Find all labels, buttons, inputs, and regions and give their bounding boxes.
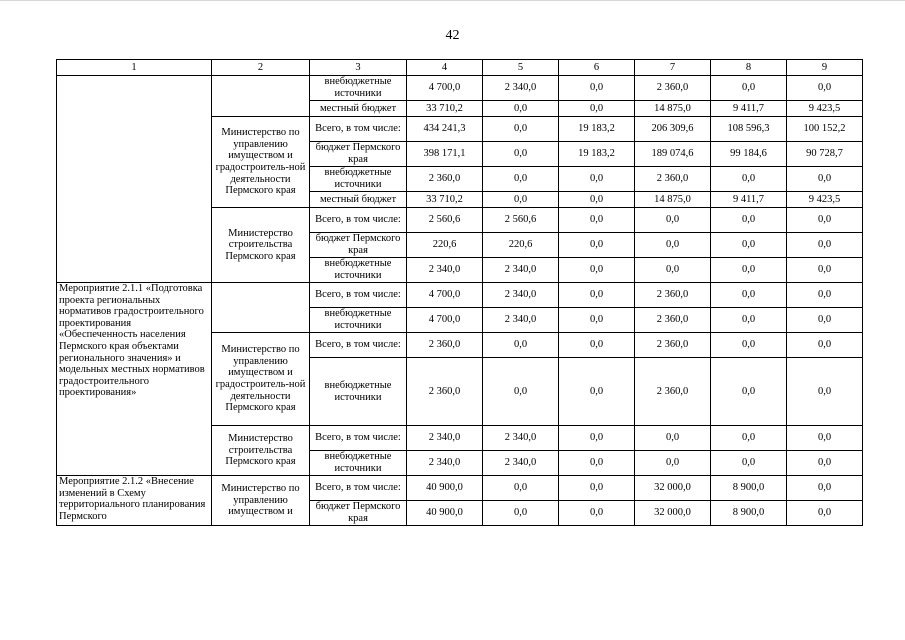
event-cell: Мероприятие 2.1.2 «Внесение изменений в Схему территориального планирования Пермского bbox=[57, 476, 212, 526]
value-cell: 0,0 bbox=[711, 167, 787, 192]
value-cell: 8 900,0 bbox=[711, 501, 787, 526]
value-cell: 206 309,6 bbox=[635, 117, 711, 142]
value-cell: 2 360,0 bbox=[635, 167, 711, 192]
value-cell: 0,0 bbox=[787, 167, 863, 192]
executor-cell: Министерство строительства Пермского края bbox=[212, 426, 310, 476]
value-cell: 2 340,0 bbox=[483, 451, 559, 476]
value-cell: 2 340,0 bbox=[483, 308, 559, 333]
value-cell: 189 074,6 bbox=[635, 142, 711, 167]
value-cell: 100 152,2 bbox=[787, 117, 863, 142]
value-cell: 2 360,0 bbox=[635, 283, 711, 308]
value-cell: 0,0 bbox=[483, 142, 559, 167]
value-cell: 398 171,1 bbox=[407, 142, 483, 167]
value-cell: 0,0 bbox=[635, 233, 711, 258]
value-cell: 2 360,0 bbox=[407, 358, 483, 426]
value-cell: 0,0 bbox=[711, 233, 787, 258]
header-row bbox=[57, 60, 863, 76]
value-cell: 4 700,0 bbox=[407, 283, 483, 308]
value-cell: 19 183,2 bbox=[559, 142, 635, 167]
header-cell: 3 bbox=[310, 60, 407, 76]
value-cell: 0,0 bbox=[559, 283, 635, 308]
header-cell: 8 bbox=[711, 60, 787, 76]
value-cell: 0,0 bbox=[711, 308, 787, 333]
value-cell: 0,0 bbox=[635, 258, 711, 283]
value-cell: 32 000,0 bbox=[635, 476, 711, 501]
value-cell: 0,0 bbox=[559, 101, 635, 117]
value-cell: 32 000,0 bbox=[635, 501, 711, 526]
value-cell: 0,0 bbox=[483, 167, 559, 192]
value-cell: 2 360,0 bbox=[635, 308, 711, 333]
value-cell: 2 340,0 bbox=[407, 258, 483, 283]
value-cell: 0,0 bbox=[559, 208, 635, 233]
source-cell: Всего, в том числе: bbox=[310, 476, 407, 501]
value-cell: 0,0 bbox=[787, 233, 863, 258]
header-cell: 7 bbox=[635, 60, 711, 76]
value-cell: 0,0 bbox=[787, 208, 863, 233]
table-row bbox=[57, 283, 863, 308]
value-cell: 2 340,0 bbox=[483, 258, 559, 283]
header-cell: 9 bbox=[787, 60, 863, 76]
value-cell: 2 340,0 bbox=[483, 426, 559, 451]
value-cell: 33 710,2 bbox=[407, 192, 483, 208]
value-cell: 0,0 bbox=[635, 426, 711, 451]
value-cell: 0,0 bbox=[787, 358, 863, 426]
value-cell: 220,6 bbox=[483, 233, 559, 258]
header-cell: 5 bbox=[483, 60, 559, 76]
value-cell: 2 340,0 bbox=[483, 76, 559, 101]
value-cell: 2 360,0 bbox=[635, 333, 711, 358]
value-cell: 0,0 bbox=[711, 76, 787, 101]
value-cell: 14 875,0 bbox=[635, 101, 711, 117]
value-cell: 0,0 bbox=[483, 501, 559, 526]
value-cell: 0,0 bbox=[787, 501, 863, 526]
value-cell: 40 900,0 bbox=[407, 476, 483, 501]
value-cell: 0,0 bbox=[559, 192, 635, 208]
value-cell: 0,0 bbox=[559, 426, 635, 451]
value-cell: 19 183,2 bbox=[559, 117, 635, 142]
source-cell: внебюджетные источники bbox=[310, 308, 407, 333]
value-cell: 0,0 bbox=[711, 283, 787, 308]
value-cell: 14 875,0 bbox=[635, 192, 711, 208]
source-cell: бюджет Пермского края bbox=[310, 142, 407, 167]
value-cell: 9 411,7 bbox=[711, 192, 787, 208]
executor-cell: Министерство по управлению имуществом и градостроитель-ной деятельности Пермского края bbox=[212, 333, 310, 426]
value-cell: 99 184,6 bbox=[711, 142, 787, 167]
executor-cell-empty bbox=[212, 283, 310, 333]
value-cell: 108 596,3 bbox=[711, 117, 787, 142]
value-cell: 2 360,0 bbox=[635, 76, 711, 101]
value-cell: 2 360,0 bbox=[635, 358, 711, 426]
value-cell: 90 728,7 bbox=[787, 142, 863, 167]
source-cell: Всего, в том числе: bbox=[310, 426, 407, 451]
executor-cell-empty bbox=[212, 76, 310, 117]
value-cell: 0,0 bbox=[559, 451, 635, 476]
source-cell: бюджет Пермского края bbox=[310, 233, 407, 258]
value-cell: 0,0 bbox=[711, 258, 787, 283]
source-cell: Всего, в том числе: bbox=[310, 333, 407, 358]
value-cell: 2 560,6 bbox=[407, 208, 483, 233]
value-cell: 2 360,0 bbox=[407, 333, 483, 358]
value-cell: 9 411,7 bbox=[711, 101, 787, 117]
source-cell: Всего, в том числе: bbox=[310, 283, 407, 308]
value-cell: 9 423,5 bbox=[787, 192, 863, 208]
page-number: 42 bbox=[445, 28, 460, 43]
value-cell: 0,0 bbox=[483, 117, 559, 142]
source-cell: внебюджетные источники bbox=[310, 258, 407, 283]
value-cell: 0,0 bbox=[787, 451, 863, 476]
value-cell: 0,0 bbox=[711, 208, 787, 233]
value-cell: 2 340,0 bbox=[407, 451, 483, 476]
source-cell: внебюджетные источники bbox=[310, 167, 407, 192]
value-cell: 0,0 bbox=[635, 451, 711, 476]
value-cell: 0,0 bbox=[483, 358, 559, 426]
header-cell: 4 bbox=[407, 60, 483, 76]
table-row bbox=[57, 76, 863, 101]
value-cell: 220,6 bbox=[407, 233, 483, 258]
source-cell: внебюджетные источники bbox=[310, 451, 407, 476]
source-cell: местный бюджет bbox=[310, 101, 407, 117]
value-cell: 0,0 bbox=[559, 501, 635, 526]
value-cell: 0,0 bbox=[787, 283, 863, 308]
value-cell: 0,0 bbox=[559, 233, 635, 258]
value-cell: 0,0 bbox=[559, 333, 635, 358]
header-cell: 6 bbox=[559, 60, 635, 76]
value-cell: 0,0 bbox=[787, 258, 863, 283]
value-cell: 2 560,6 bbox=[483, 208, 559, 233]
event-cell: Мероприятие 2.1.1 «Подготовка проекта региональных нормативов градостроительного проектирования «Обеспеченность населения Пермского края объектами регионального значения» и модельных местных нормативов градостроительного проектирования» bbox=[57, 283, 212, 476]
page-top-edge bbox=[0, 0, 905, 1]
value-cell: 0,0 bbox=[711, 451, 787, 476]
header-cell: 1 bbox=[57, 60, 212, 76]
executor-cell: Министерство строительства Пермского края bbox=[212, 208, 310, 283]
value-cell: 434 241,3 bbox=[407, 117, 483, 142]
value-cell: 0,0 bbox=[787, 333, 863, 358]
value-cell: 2 340,0 bbox=[483, 283, 559, 308]
source-cell: бюджет Пермского края bbox=[310, 501, 407, 526]
value-cell: 0,0 bbox=[787, 308, 863, 333]
value-cell: 0,0 bbox=[559, 167, 635, 192]
value-cell: 8 900,0 bbox=[711, 476, 787, 501]
value-cell: 0,0 bbox=[483, 476, 559, 501]
value-cell: 40 900,0 bbox=[407, 501, 483, 526]
event-cell-empty bbox=[57, 76, 212, 283]
value-cell: 0,0 bbox=[483, 333, 559, 358]
value-cell: 0,0 bbox=[559, 76, 635, 101]
source-cell: внебюджетные источники bbox=[310, 76, 407, 101]
value-cell: 9 423,5 bbox=[787, 101, 863, 117]
value-cell: 0,0 bbox=[787, 76, 863, 101]
value-cell: 0,0 bbox=[559, 258, 635, 283]
value-cell: 0,0 bbox=[711, 426, 787, 451]
value-cell: 0,0 bbox=[483, 192, 559, 208]
value-cell: 33 710,2 bbox=[407, 101, 483, 117]
source-cell: Всего, в том числе: bbox=[310, 208, 407, 233]
value-cell: 0,0 bbox=[635, 208, 711, 233]
value-cell: 2 360,0 bbox=[407, 167, 483, 192]
value-cell: 0,0 bbox=[559, 476, 635, 501]
value-cell: 0,0 bbox=[483, 101, 559, 117]
source-cell: местный бюджет bbox=[310, 192, 407, 208]
value-cell: 0,0 bbox=[711, 358, 787, 426]
source-cell: внебюджетные источники bbox=[310, 358, 407, 426]
value-cell: 0,0 bbox=[787, 426, 863, 451]
value-cell: 4 700,0 bbox=[407, 76, 483, 101]
value-cell: 0,0 bbox=[787, 476, 863, 501]
value-cell: 4 700,0 bbox=[407, 308, 483, 333]
executor-cell: Министерство по управлению имуществом и bbox=[212, 476, 310, 526]
value-cell: 0,0 bbox=[711, 333, 787, 358]
value-cell: 0,0 bbox=[559, 358, 635, 426]
executor-cell: Министерство по управлению имуществом и градостроитель-ной деятельности Пермского края bbox=[212, 117, 310, 208]
header-cell: 2 bbox=[212, 60, 310, 76]
value-cell: 2 340,0 bbox=[407, 426, 483, 451]
source-cell: Всего, в том числе: bbox=[310, 117, 407, 142]
budget-table bbox=[56, 59, 863, 526]
value-cell: 0,0 bbox=[559, 308, 635, 333]
table-row bbox=[57, 476, 863, 501]
